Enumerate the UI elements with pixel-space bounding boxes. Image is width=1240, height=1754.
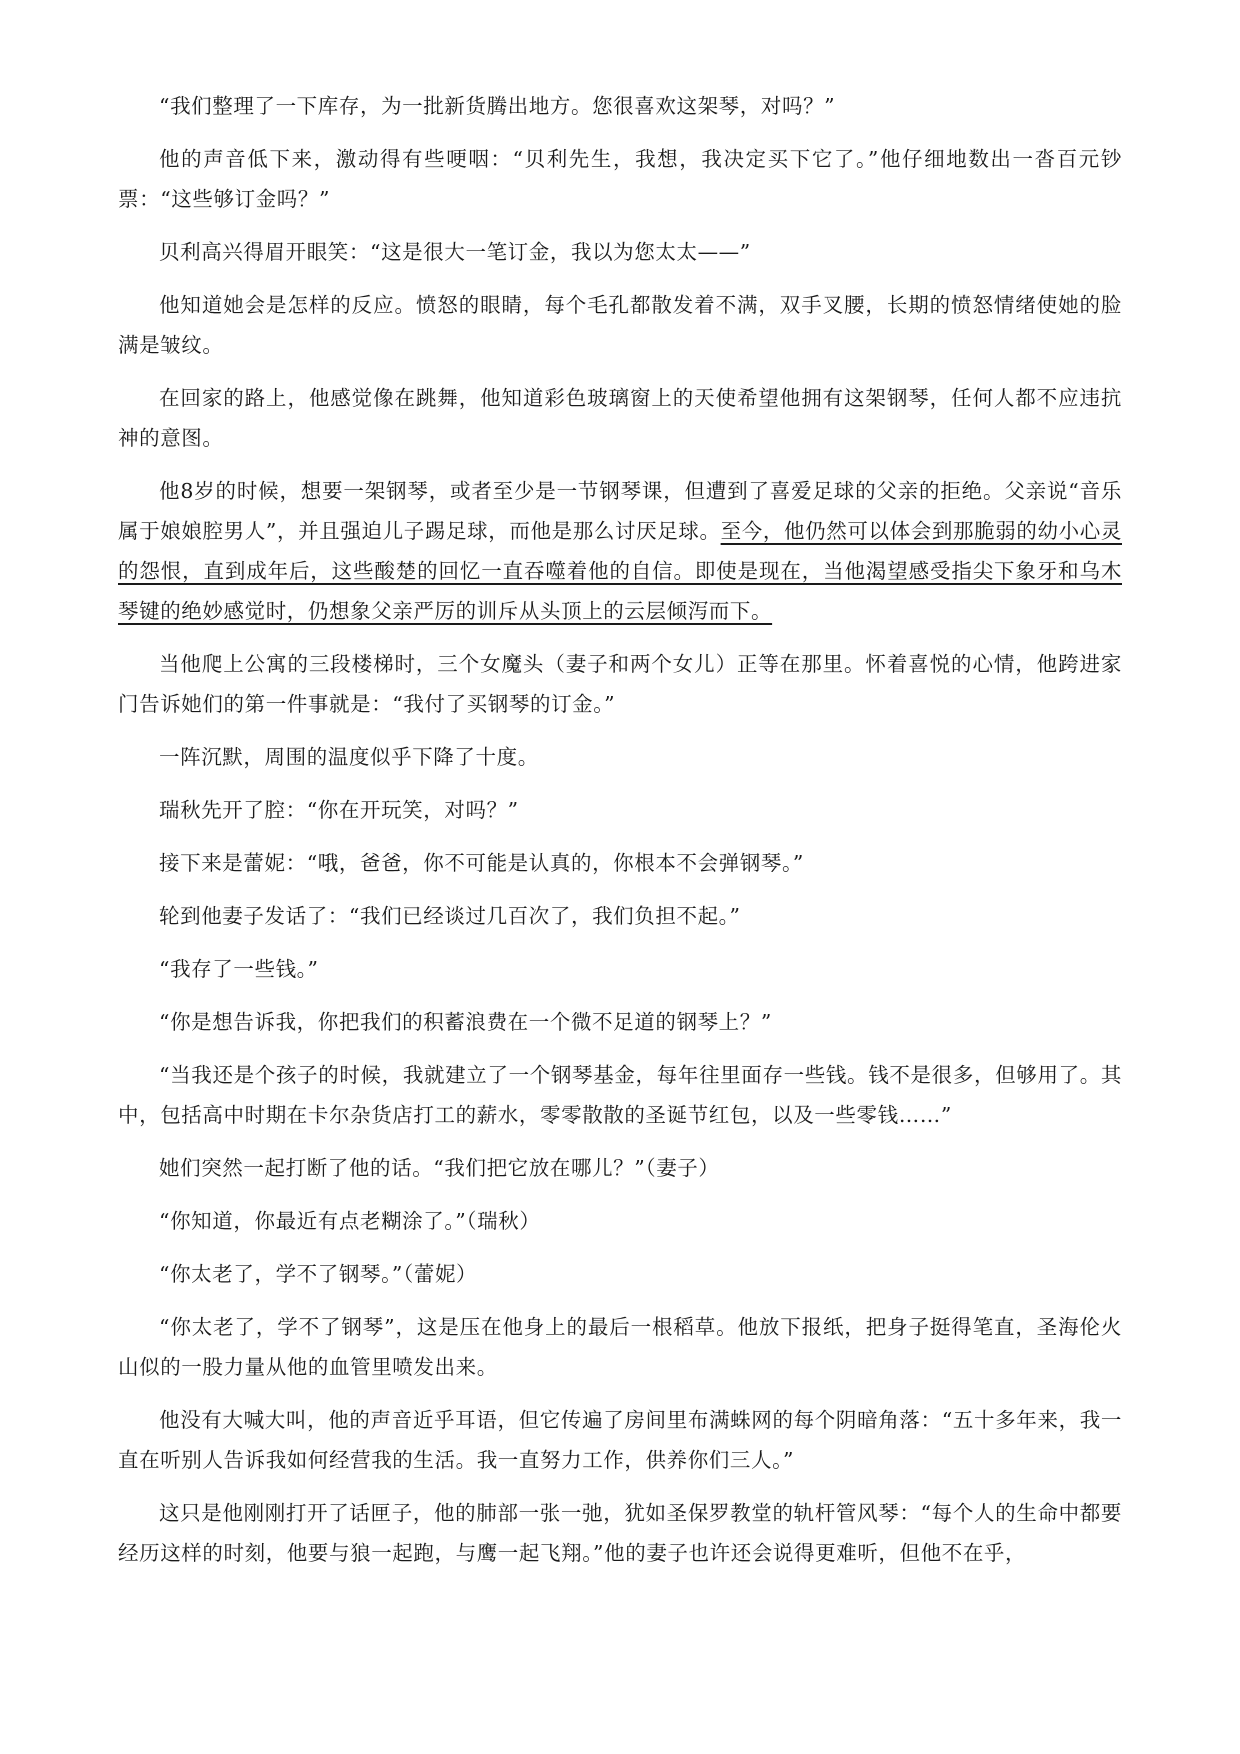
- paragraph-8: 一阵沉默，周围的温度似乎下降了十度。: [159, 745, 539, 769]
- paragraph-6: [118, 471, 1122, 631]
- paragraph-7: 当他爬上公寓的三段楼梯时，三个女魔头（妻子和两个女儿）正等在那里。怀着喜悦的心情，他跨进家门告诉她们的第一件事就是：“我付了买钢琴的订金。”: [118, 652, 1122, 716]
- paragraph-6-plain-text: 他8岁的时候，想要一架钢琴，或者至少是一节钢琴课，但遭到了喜爱足球的父亲的拒绝。父亲说“音乐属于娘娘腔男人”，并且强迫儿子踢足球，而他是那么讨厌足球。: [118, 479, 1122, 543]
- paragraph-11: 轮到他妻子发话了：“我们已经谈过几百次了，我们负担不起。”: [159, 904, 741, 928]
- paragraph-16: “你知道，你最近有点老糊涂了。”（瑞秋）: [159, 1209, 541, 1233]
- underlined-passage: 至今，他仍然可以体会到那脆弱的幼小心灵的怨恨，直到成年后，这些酸楚的回忆一直吞噬着他的自信。即使是现在，当他渴望感受指尖下象牙和乌木琴键的绝妙感觉时，仍想象父亲严厉的训斥从头顶上的云层倾泻而下。: [118, 519, 1122, 623]
- paragraph-4: 他知道她会是怎样的反应。愤怒的眼睛，每个毛孔都散发着不满，双手叉腰，长期的愤怒情绪使她的脸满是皱纹。: [118, 293, 1122, 357]
- paragraph-15: 她们突然一起打断了他的话。“我们把它放在哪儿？”（妻子）: [159, 1156, 720, 1180]
- paragraph-12: “我存了一些钱。”: [159, 957, 319, 981]
- paragraph-18: “你太老了，学不了钢琴”，这是压在他身上的最后一根稻草。他放下报纸，把身子挺得笔直，圣海伦火山似的一股力量从他的血管里喷发出来。: [118, 1315, 1122, 1379]
- paragraph-3: 贝利高兴得眉开眼笑：“这是很大一笔订金，我以为您太太——”: [159, 240, 751, 264]
- paragraph-9: 瑞秋先开了腔：“你在开玩笑，对吗？”: [159, 798, 519, 822]
- paragraph-20: 这只是他刚刚打开了话匣子，他的肺部一张一弛，犹如圣保罗教堂的轨杆管风琴：“每个人的生命中都要经历这样的时刻，他要与狼一起跑，与鹰一起飞翔。”他的妻子也许还会说得更难听，但他不在乎，: [118, 1501, 1122, 1565]
- paragraph-5: 在回家的路上，他感觉像在跳舞，他知道彩色玻璃窗上的天使希望他拥有这架钢琴，任何人都不应违抗神的意图。: [118, 386, 1122, 450]
- paragraph-10: 接下来是蕾妮：“哦，爸爸，你不可能是认真的，你根本不会弹钢琴。”: [159, 851, 804, 875]
- paragraph-13: “你是想告诉我，你把我们的积蓄浪费在一个微不足道的钢琴上？”: [159, 1010, 772, 1034]
- paragraph-2: 他的声音低下来，激动得有些哽咽：“贝利先生，我想，我决定买下它了。”他仔细地数出一沓百元钞票：“这些够订金吗？”: [118, 147, 1122, 211]
- paragraph-17: “你太老了，学不了钢琴。”（蕾妮）: [159, 1262, 478, 1286]
- paragraph-14: “当我还是个孩子的时候，我就建立了一个钢琴基金，每年往里面存一些钱。钱不是很多，但够用了。其中，包括高中时期在卡尔杂货店打工的薪水，零零散散的圣诞节红包，以及一些零钱……”: [118, 1063, 1122, 1127]
- paragraph-19: 他没有大喊大叫，他的声音近乎耳语，但它传遍了房间里布满蛛网的每个阴暗角落：“五十多年来，我一直在听别人告诉我如何经营我的生活。我一直努力工作，供养你们三人。”: [118, 1408, 1122, 1472]
- paragraph-1: “我们整理了一下库存，为一批新货腾出地方。您很喜欢这架琴，对吗？”: [159, 94, 836, 118]
